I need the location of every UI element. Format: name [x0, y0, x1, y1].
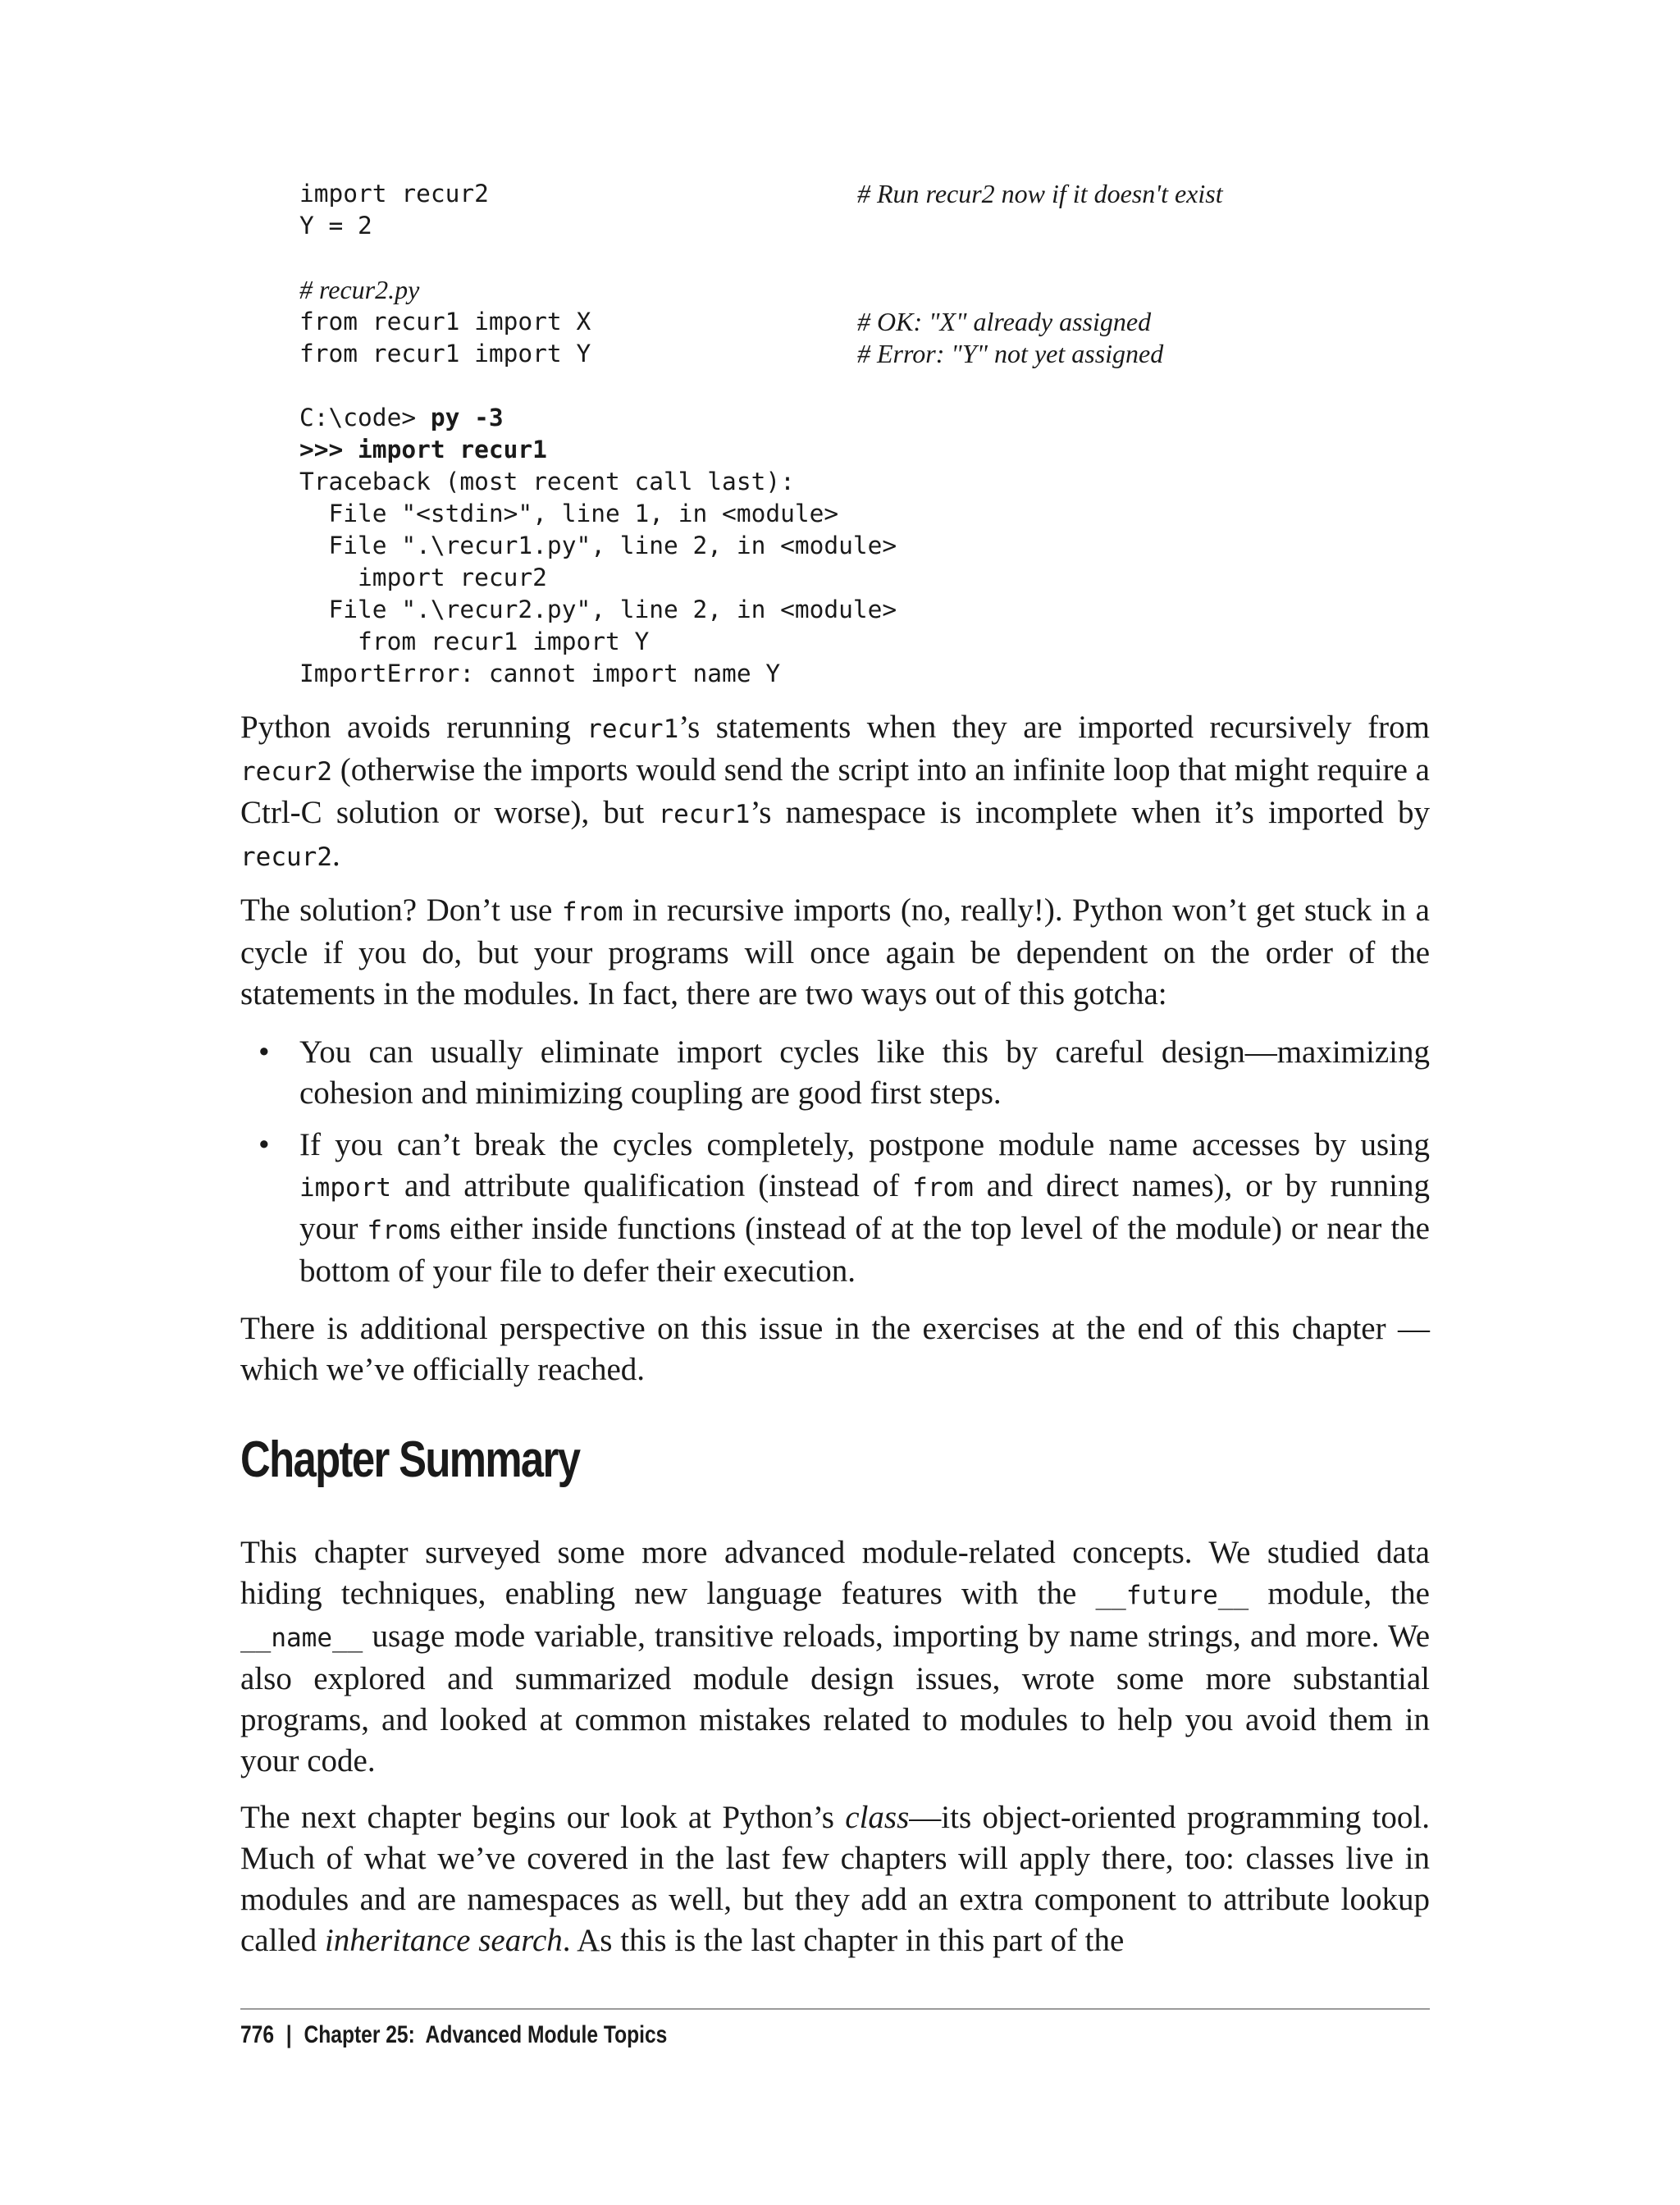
code-line: Y = 2 [299, 212, 372, 240]
code-line: from recur1 import Y # Error: "Y" not yet assigned [299, 339, 1164, 368]
paragraph-solution: The solution? Don’t use from in recursive imports (no, really!). Python won’t get stuck in a cycle if you do, but your programs will once again be dependent on the order of the statements in the modules. In fact, there are two ways out of this gotcha: [240, 892, 1430, 1011]
code-line: from recur1 import Y [299, 628, 650, 655]
bullet-list [240, 1032, 1430, 1303]
running-chapter-title: Chapter 25: Advanced Module Topics [304, 2021, 668, 2048]
code-line: >>> import recur1 [299, 436, 547, 463]
code-comment: # Run recur2 now if it doesn't exist [857, 179, 1223, 208]
code-comment: # Error: "Y" not yet assigned [857, 339, 1164, 368]
code-line: File ".\recur1.py", line 2, in <module> [299, 532, 897, 559]
footer-separator: | [285, 2021, 292, 2048]
code-blank-line [299, 242, 1448, 274]
paragraph-exercises: There is additional perspective on this issue in the exercises at the end of this chapter —which we’ve officially reached. [240, 1311, 1430, 1387]
bullet-marker: • [258, 1127, 270, 1162]
code-line: import recur2 [299, 564, 547, 591]
code-block-traceback [299, 402, 1448, 690]
code-comment: # OK: "X" already assigned [857, 307, 1152, 336]
code-line: File "<stdin>", line 1, in <module> [299, 500, 839, 527]
code-block-recur-files [299, 178, 1448, 370]
code-line: import recur2 # Run recur2 now if it doesn't exist [299, 179, 1223, 208]
list-item: • If you can’t break the cycles completely, postpone module name accesses by using import and attribute qualification (instead of from and direct names), or by running your froms either inside functions (instead of at the top level of the module) or near the bottom of your file to defer their execution. [240, 1125, 1430, 1292]
footer-rule [240, 2008, 1430, 2010]
file-comment: # recur2.py [299, 275, 420, 304]
paragraph-chapter-summary: This chapter surveyed some more advanced module-related concepts. We studied data hiding techniques, enabling new language features with the __future__ module, the __name__ usage mode variable, transitive reloads, importing by name strings, and more. We also explored and summarized module design issues, wrote some more substantial programs, and looked at common mistakes related to modules to help you avoid them in your code. [240, 1535, 1430, 1778]
page-number: 776 [240, 2021, 275, 2048]
code-line: from recur1 import X # OK: "X" already assigned [299, 307, 1152, 336]
list-item: • You can usually eliminate import cycles like this by careful design—maximizing cohesion and minimizing coupling are good first steps. [240, 1032, 1430, 1114]
code-line: ImportError: cannot import name Y [299, 660, 781, 687]
code-line: Traceback (most recent call last): [299, 468, 795, 495]
page-footer [240, 2015, 667, 2056]
section-title: Chapter Summary [240, 1431, 580, 1488]
code-line: C:\code> py -3 [299, 404, 504, 431]
bullet-marker: • [258, 1034, 270, 1070]
paragraph-next-chapter: The next chapter begins our look at Python’s class—its object-oriented programming tool. Much of what we’ve covered in the last few chapters will apply there, too: classes live in modules and are namespaces as well, but they add an extra component to attribute lookup called inheritance search. As this is the last chapter in this part of the [240, 1800, 1430, 1958]
code-line [299, 274, 1448, 306]
paragraph-recursion-explanation: Python avoids rerunning recur1’s statements when they are imported recursively from recur2 (otherwise the imports would send the script into an infinite loop that might require a Ctrl-C solution or worse), but recur1’s namespace is incomplete when it’s imported by recur2. [240, 710, 1431, 873]
code-line: File ".\recur2.py", line 2, in <module> [299, 596, 897, 623]
